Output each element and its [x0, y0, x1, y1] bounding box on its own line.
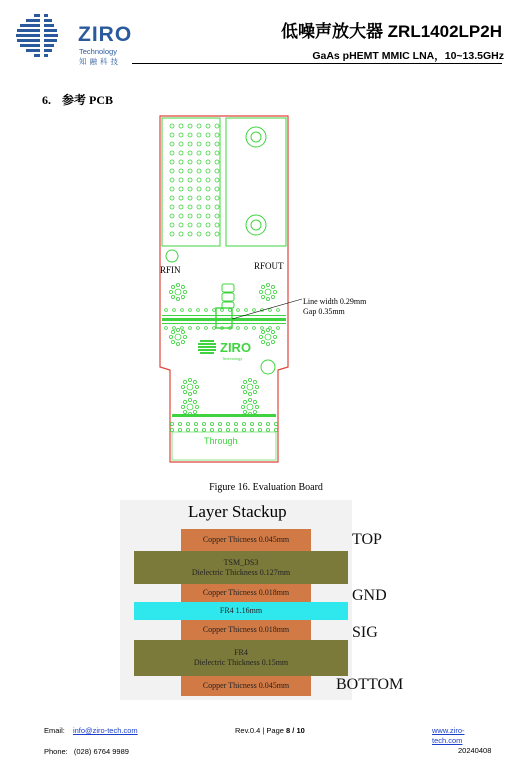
via	[179, 124, 183, 128]
via	[245, 327, 248, 330]
via	[188, 232, 192, 236]
footer-contact	[44, 726, 138, 756]
via	[194, 428, 197, 431]
via	[197, 169, 201, 173]
via	[188, 196, 192, 200]
via	[189, 327, 192, 330]
logo-wordmark: ZIRO	[78, 23, 133, 46]
via	[206, 169, 210, 173]
via	[171, 295, 174, 298]
via	[170, 124, 174, 128]
via	[181, 285, 184, 288]
via	[183, 290, 186, 293]
via	[259, 335, 262, 338]
via	[273, 335, 276, 338]
through-line-trace	[172, 414, 276, 417]
via	[215, 232, 219, 236]
via	[215, 151, 219, 155]
via	[181, 340, 184, 343]
via	[197, 214, 201, 218]
section-heading	[42, 91, 113, 108]
via	[274, 428, 277, 431]
footer-page-info	[235, 726, 305, 735]
ground-plane-top	[162, 315, 286, 316]
via	[193, 410, 196, 413]
mount-hole	[246, 127, 266, 147]
via	[261, 340, 264, 343]
via	[181, 309, 184, 312]
via	[247, 404, 253, 410]
via	[197, 205, 201, 209]
via	[176, 328, 179, 331]
via	[266, 428, 269, 431]
via	[277, 309, 280, 312]
via	[206, 196, 210, 200]
via	[197, 327, 200, 330]
via	[188, 160, 192, 164]
via	[206, 142, 210, 146]
via	[261, 295, 264, 298]
via	[181, 385, 184, 388]
mount-hole	[251, 132, 261, 142]
via	[269, 327, 272, 330]
via	[206, 205, 210, 209]
via	[215, 133, 219, 137]
via	[187, 384, 193, 390]
via	[179, 214, 183, 218]
via	[215, 214, 219, 218]
via	[195, 385, 198, 388]
via	[170, 223, 174, 227]
via	[193, 390, 196, 393]
layer-side-label: GND	[352, 587, 387, 604]
evaluation-board-figure	[150, 112, 390, 472]
via	[237, 327, 240, 330]
via	[183, 380, 186, 383]
via	[266, 283, 269, 286]
via	[188, 133, 192, 137]
via	[170, 187, 174, 191]
via	[170, 178, 174, 182]
via	[206, 151, 210, 155]
via	[253, 390, 256, 393]
via	[170, 151, 174, 155]
via	[178, 422, 181, 425]
via	[253, 410, 256, 413]
via	[213, 327, 216, 330]
email-link[interactable]: info@ziro-tech.com	[72, 726, 138, 735]
via	[173, 309, 176, 312]
via	[169, 335, 172, 338]
ground-plane-bottom	[162, 323, 286, 324]
via	[183, 410, 186, 413]
via	[215, 205, 219, 209]
via	[215, 178, 219, 182]
via	[215, 196, 219, 200]
via	[253, 309, 256, 312]
page-number: 8 / 10	[286, 726, 305, 735]
via	[258, 428, 261, 431]
layer-text: Copper Thicness 0.018mm	[202, 625, 290, 634]
via	[197, 309, 200, 312]
via	[247, 384, 253, 390]
stackup-layer	[181, 584, 311, 602]
via	[255, 405, 258, 408]
rf-transmission-line	[162, 318, 286, 321]
via	[237, 309, 240, 312]
via	[266, 297, 269, 300]
board-ziro-logo	[198, 340, 216, 354]
layer-text: FR4 1.16mm	[219, 606, 263, 615]
via	[179, 187, 183, 191]
section-number: 6.	[42, 93, 51, 107]
via	[210, 428, 213, 431]
via	[271, 330, 274, 333]
via	[170, 169, 174, 173]
via	[170, 133, 174, 137]
phone-number: (028) 6764 9989	[73, 747, 129, 756]
via	[218, 428, 221, 431]
via	[205, 309, 208, 312]
board-logo-text: ZIRO	[220, 340, 252, 355]
via	[183, 335, 186, 338]
logo-globe-icon	[14, 12, 72, 64]
product-title: 低噪声放大器 ZRL1402LP2H	[280, 22, 502, 41]
via	[179, 223, 183, 227]
via	[188, 169, 192, 173]
via	[266, 342, 269, 345]
via	[258, 422, 261, 425]
via	[243, 400, 246, 403]
via	[206, 160, 210, 164]
via	[242, 428, 245, 431]
via	[188, 187, 192, 191]
via	[243, 390, 246, 393]
via	[197, 223, 201, 227]
via	[171, 340, 174, 343]
revision: Rev.0.4 | Page	[235, 726, 287, 735]
via	[226, 428, 229, 431]
stackup-layer	[134, 551, 348, 584]
via	[215, 142, 219, 146]
via	[245, 309, 248, 312]
via	[170, 232, 174, 236]
via	[273, 290, 276, 293]
via	[179, 142, 183, 146]
via	[170, 196, 174, 200]
via	[175, 334, 181, 340]
via	[186, 422, 189, 425]
header-rule	[132, 63, 502, 64]
mount-hole	[246, 215, 266, 235]
via	[271, 295, 274, 298]
via	[206, 187, 210, 191]
via	[173, 327, 176, 330]
stackup-title: Layer Stackup	[188, 502, 287, 521]
via	[197, 124, 201, 128]
via	[206, 214, 210, 218]
via	[197, 151, 201, 155]
stackup-layer	[134, 602, 348, 620]
layer-text: FR4	[234, 648, 248, 657]
via	[171, 330, 174, 333]
document-date: 20240408	[458, 746, 492, 755]
via	[183, 390, 186, 393]
via	[266, 422, 269, 425]
via	[197, 187, 201, 191]
via	[253, 327, 256, 330]
via	[234, 422, 237, 425]
via	[206, 133, 210, 137]
via	[265, 289, 271, 295]
via	[181, 330, 184, 333]
via	[202, 428, 205, 431]
via	[179, 133, 183, 137]
via	[186, 428, 189, 431]
via	[179, 205, 183, 209]
via	[179, 151, 183, 155]
layer-text: Copper Thicness 0.018mm	[202, 588, 290, 597]
via	[170, 142, 174, 146]
via	[188, 214, 192, 218]
via	[197, 133, 201, 137]
gap-annotation: Gap 0.35mm	[303, 307, 345, 316]
via	[241, 405, 244, 408]
via	[176, 342, 179, 345]
via	[197, 142, 201, 146]
via	[178, 428, 181, 431]
via	[188, 392, 191, 395]
via	[259, 290, 262, 293]
via	[215, 169, 219, 173]
via	[218, 422, 221, 425]
via	[206, 232, 210, 236]
via	[170, 422, 173, 425]
via	[188, 142, 192, 146]
via	[226, 422, 229, 425]
via	[179, 160, 183, 164]
via	[179, 169, 183, 173]
figure-caption: Figure 16. Evaluation Board	[209, 482, 323, 493]
mount-hole	[251, 220, 261, 230]
via	[271, 340, 274, 343]
via	[271, 285, 274, 288]
via	[265, 334, 271, 340]
section-title: 参考 PCB	[62, 93, 114, 107]
rfin-test-point	[166, 250, 178, 262]
via	[250, 422, 253, 425]
via	[170, 428, 173, 431]
rfout-connector-pad	[226, 118, 286, 246]
via	[194, 422, 197, 425]
via	[176, 297, 179, 300]
via	[248, 378, 251, 381]
layer-side-label: SIG	[352, 624, 378, 641]
via	[274, 422, 277, 425]
via	[197, 160, 201, 164]
stackup-layer	[181, 676, 311, 696]
via	[188, 178, 192, 182]
via	[250, 428, 253, 431]
board-logo-sub: Technology	[222, 356, 243, 361]
rfin-label: RFIN	[160, 265, 181, 275]
company-logo	[14, 12, 144, 68]
via	[193, 400, 196, 403]
via	[179, 232, 183, 236]
phone-label: Phone:	[44, 747, 68, 756]
via	[195, 405, 198, 408]
via	[193, 380, 196, 383]
via	[241, 385, 244, 388]
via	[242, 422, 245, 425]
via	[188, 124, 192, 128]
via	[179, 196, 183, 200]
via	[206, 178, 210, 182]
logo-chinese-name: 知融科技	[79, 57, 121, 66]
via	[170, 214, 174, 218]
via	[197, 196, 201, 200]
logo-technology: Technology	[79, 47, 117, 56]
via	[277, 327, 280, 330]
product-subtitle: GaAs pHEMT MMIC LNA，10~13.5GHz	[312, 50, 504, 62]
via	[243, 410, 246, 413]
layer-text: Dielectric Thickness 0.15mm	[193, 658, 289, 667]
through-label: Through	[204, 436, 238, 446]
via	[206, 223, 210, 227]
via	[170, 205, 174, 209]
via	[187, 404, 193, 410]
via	[221, 309, 224, 312]
via	[205, 327, 208, 330]
line-width-annotation: Line width 0.29mm	[303, 297, 367, 306]
via	[215, 124, 219, 128]
via	[170, 160, 174, 164]
bias-pads	[222, 284, 234, 308]
via	[261, 330, 264, 333]
rfout-label: RFOUT	[254, 261, 284, 271]
via	[215, 187, 219, 191]
via	[181, 327, 184, 330]
via-field	[165, 124, 280, 432]
via	[210, 422, 213, 425]
stackup-layer	[181, 529, 311, 551]
layer-text: Copper Thicness 0.045mm	[202, 535, 290, 544]
via	[229, 309, 232, 312]
layer-side-label: TOP	[352, 531, 382, 548]
layer-text: Copper Thicness 0.045mm	[202, 681, 290, 690]
via	[176, 283, 179, 286]
via	[188, 223, 192, 227]
via	[181, 405, 184, 408]
via	[248, 392, 251, 395]
email-label: Email:	[44, 726, 65, 735]
via	[181, 295, 184, 298]
stackup-layer	[134, 640, 348, 676]
via	[169, 290, 172, 293]
pcb-layout-drawing	[150, 112, 390, 472]
via	[243, 380, 246, 383]
stackup-layer	[181, 620, 311, 640]
via	[253, 380, 256, 383]
via	[261, 285, 264, 288]
layer-text: TSM_DS3	[223, 557, 259, 567]
via	[175, 289, 181, 295]
website-link[interactable]: www.ziro-tech.com	[432, 726, 465, 745]
via	[261, 327, 264, 330]
via	[269, 309, 272, 312]
via	[206, 124, 210, 128]
via	[234, 428, 237, 431]
test-point	[261, 360, 275, 374]
via	[165, 327, 168, 330]
via	[183, 400, 186, 403]
via	[171, 285, 174, 288]
via	[213, 309, 216, 312]
via	[165, 309, 168, 312]
via	[189, 309, 192, 312]
via	[179, 178, 183, 182]
via	[253, 400, 256, 403]
via	[202, 422, 205, 425]
via	[215, 223, 219, 227]
layer-side-label: BOTTOM	[336, 676, 404, 693]
via	[248, 398, 251, 401]
via	[255, 385, 258, 388]
layer-text: Dielectric Thickness 0.127mm	[191, 567, 291, 577]
via	[197, 232, 201, 236]
via	[188, 205, 192, 209]
via	[188, 151, 192, 155]
via	[188, 398, 191, 401]
via	[215, 160, 219, 164]
via	[197, 178, 201, 182]
via	[188, 378, 191, 381]
